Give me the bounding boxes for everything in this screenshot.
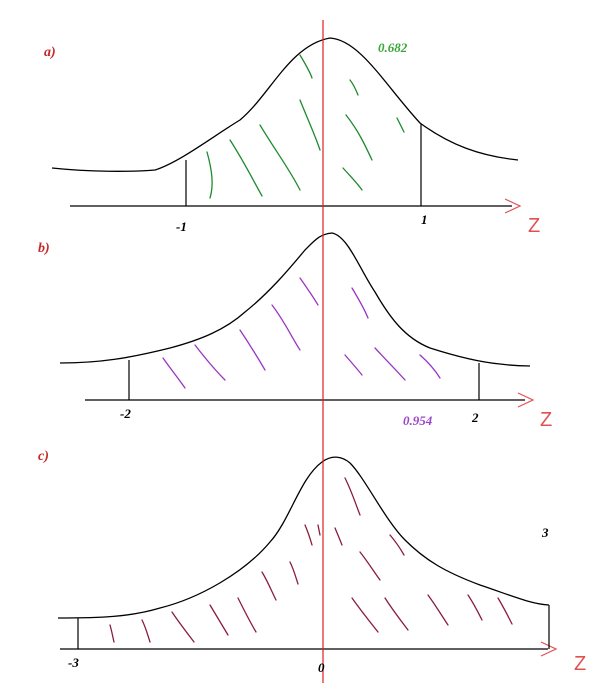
panel-b-left-tick: -2 — [120, 406, 131, 421]
panel-b-curve — [60, 233, 530, 366]
panel-c-right-tick: 3 — [542, 525, 549, 540]
panel-c-left-tick: -3 — [68, 655, 79, 670]
panel-b-shading — [163, 278, 440, 388]
panel-b-probability: 0.954 — [403, 413, 433, 428]
panel-b-label: b) — [38, 241, 50, 256]
center-tick-label: 0 — [318, 660, 325, 675]
panel-c — [38, 449, 586, 675]
panel-b — [38, 233, 552, 431]
panel-a — [44, 38, 540, 237]
panel-a-z-label: Z — [528, 215, 541, 237]
panel-a-label: a) — [44, 45, 56, 60]
panel-c-shading — [110, 478, 512, 642]
panel-b-z-label: Z — [540, 409, 553, 431]
panel-c-z-label: Z — [574, 653, 587, 675]
panel-a-left-tick: -1 — [176, 219, 187, 234]
panel-c-curve — [58, 457, 549, 618]
panel-c-label: c) — [38, 449, 49, 464]
panel-b-right-tick: 2 — [472, 410, 479, 425]
panel-a-curve — [52, 38, 518, 171]
panel-a-shading — [207, 55, 404, 198]
panel-a-right-tick: 1 — [421, 212, 428, 227]
panel-a-probability: 0.682 — [378, 40, 408, 55]
